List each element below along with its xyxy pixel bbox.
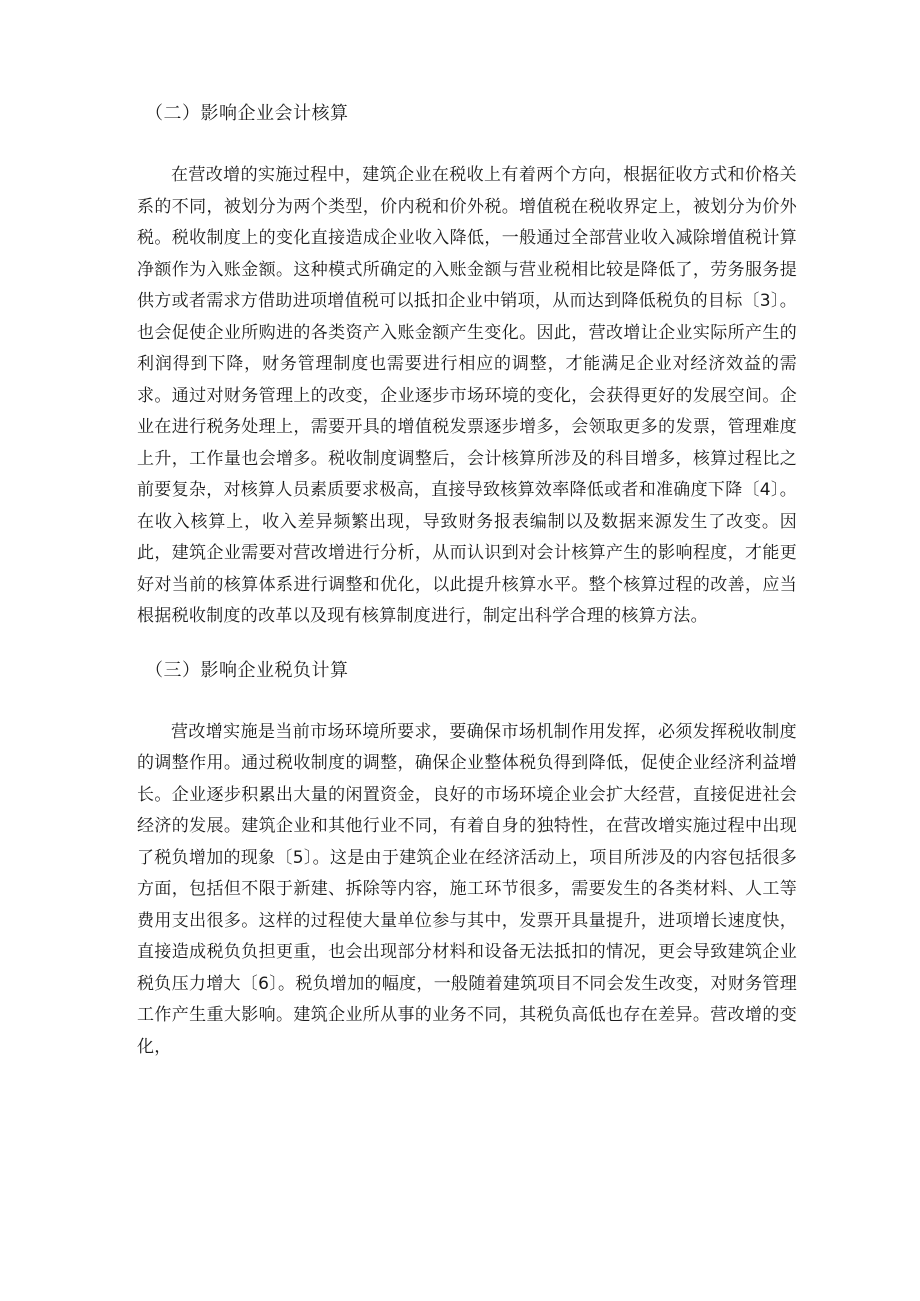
section-heading-accounting: （二）影响企业会计核算 [145,103,349,124]
paragraph-accounting: 在营改增的实施过程中，建筑企业在税收上有着两个方向，根据征收方式和价格关系的不同，被划分为两个类型，价内税和价外税。增值税在税收界定上，被划分为价外税。税收制度上的变化直接造成企业收入降低，一般通过全部营业收入减除增值税计算净额作为入账金额。这种模式所确定的入账金额与营业税相比较是降低了，劳务服务提供方或者需求方借助进项增值税可以抵扣企业中销项，从而达到降低税负的目标〔3〕。也会促使企业所购进的各类资产入账金额产生变化。因此，营改增让企业实际所产生的利润得到下降，财务管理制度也需要进行相应的调整，才能满足企业对经济效益的需求。通过对财务管理上的改变，企业逐步市场环境的变化，会获得更好的发展空间。企业在进行税务处理上，需要开具的增值税发票逐步增多，会领取更多的发票，管理难度上升，工作量也会增多。税收制度调整后，会计核算所涉及的科目增多，核算过程比之前要复杂，对核算人员素质要求极高，直接导致核算效率降低或者和准确度下降〔4〕。在收入核算上，收入差异频繁出现，导致财务报表编制以及数据来源发生了改变。因此，建筑企业需要对营改增进行分析，从而认识到对会计核算产生的影响程度，才能更好对当前的核算体系进行调整和优化，以此提升核算水平。整个核算过程的改善，应当根据税收制度的改革以及现有核算制度进行，制定出科学合理的核算方法。 [137,165,798,626]
document-body [137,100,797,1063]
section-heading-tax-burden: （三）影响企业税负计算 [145,659,349,681]
paragraph-tax-burden: 营改增实施是当前市场环境所要求，要确保市场机制作用发挥，必须发挥税收制度的调整作用。通过税收制度的调整，确保企业整体税负得到降低，促使企业经济利益增长。企业逐步积累出大量的闲置资金，良好的市场环境企业会扩大经营，直接促进社会经济的发展。建筑企业和其他行业不同，有着自身的独特性，在营改增实施过程中出现了税负增加的现象〔5〕。这是由于建筑企业在经济活动上，项目所涉及的内容包括很多方面，包括但不限于新建、拆除等内容，施工环节很多，需要发生的各类材料、人工等费用支出很多。这样的过程使大量单位参与其中，发票开具量提升，进项增长速度快，直接造成税负负担更重，也会出现部分材料和设备无法抵扣的情况，更会导致建筑企业税负压力增大〔6〕。税负增加的幅度，一般随着建筑项目不同会发生改变，对财务管理工作产生重大影响。建筑企业所从事的业务不同，其税负高低也存在差异。营改增的变化， [137,721,798,1057]
